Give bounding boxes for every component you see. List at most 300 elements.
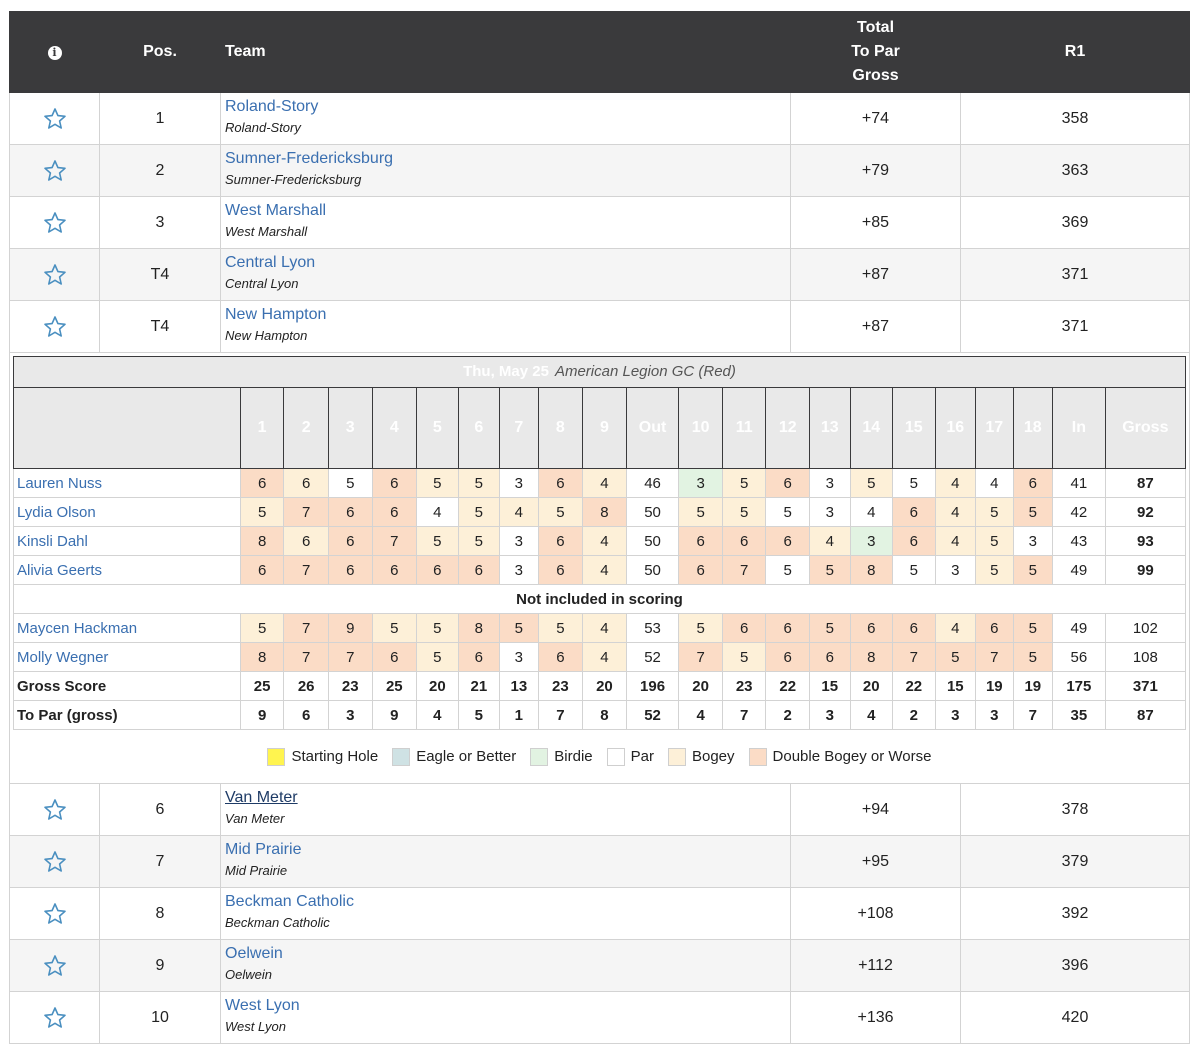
favorite-star-icon[interactable] <box>10 211 99 235</box>
to-par-row-value: 35 <box>1053 701 1106 730</box>
out-total: 46 <box>626 469 679 498</box>
hole-score: 5 <box>976 556 1013 585</box>
to-par-row-value: 9 <box>372 701 417 730</box>
hole-score: 5 <box>1013 614 1053 643</box>
hole-score: 5 <box>893 556 936 585</box>
to-par-row-value: 4 <box>679 701 723 730</box>
legend-swatch <box>392 748 410 766</box>
team-link[interactable]: Roland-Story <box>225 98 319 115</box>
total-to-par: +74 <box>791 93 961 145</box>
hole-header: 12 <box>766 388 810 469</box>
position: 10 <box>100 992 221 1044</box>
position: 7 <box>100 836 221 888</box>
to-par-row-value: 5 <box>458 701 500 730</box>
hole-score: 7 <box>976 643 1013 672</box>
legend-swatch <box>607 748 625 766</box>
scorecard-table <box>13 356 1186 730</box>
hole-score: 7 <box>284 614 329 643</box>
player-row <box>14 527 1186 556</box>
hole-score: 6 <box>893 614 936 643</box>
team-school: Sumner-Fredericksburg <box>225 172 362 187</box>
hole-score: 5 <box>850 469 893 498</box>
player-name-link[interactable]: Alivia Geerts <box>14 556 241 585</box>
in-total: 42 <box>1053 498 1106 527</box>
team-link[interactable]: Sumner-Fredericksburg <box>225 150 394 167</box>
hole-score: 6 <box>766 527 810 556</box>
hole-header: 10 <box>679 388 723 469</box>
expanded-scorecard-row <box>10 353 1190 784</box>
in-total: 43 <box>1053 527 1106 556</box>
hole-score: 3 <box>810 469 851 498</box>
round-1-score: 420 <box>961 992 1190 1044</box>
hole-score: 6 <box>766 614 810 643</box>
pos-header[interactable]: Pos. <box>100 12 221 93</box>
hole-header: 1 <box>240 388 284 469</box>
hole-score: 5 <box>240 498 284 527</box>
gross-score-row <box>14 672 1186 701</box>
favorite-cell <box>10 940 100 992</box>
legend-label: Par <box>630 748 654 765</box>
gross-score-row-value: 20 <box>583 672 627 701</box>
hole-score: 5 <box>1013 498 1053 527</box>
course-name: American Legion GC (Red) <box>554 363 736 380</box>
hole-score: 7 <box>372 527 417 556</box>
team-school: West Lyon <box>225 1019 286 1034</box>
scorecard-date-row <box>14 357 1186 388</box>
hole-score: 5 <box>538 614 583 643</box>
hole-score: 6 <box>722 614 766 643</box>
gross-score-row-value: 22 <box>766 672 810 701</box>
to-par-row-value: 7 <box>1013 701 1053 730</box>
team-row[interactable] <box>10 145 1190 197</box>
hole-score: 5 <box>417 527 459 556</box>
hole-score: 9 <box>328 614 372 643</box>
gross-score-row-value: 25 <box>240 672 284 701</box>
hole-score: 3 <box>850 527 893 556</box>
scorecard-body <box>14 469 1186 730</box>
team-link[interactable]: New Hampton <box>225 306 327 323</box>
hole-score: 4 <box>583 556 627 585</box>
favorite-cell <box>10 145 100 197</box>
in-total: 56 <box>1053 643 1106 672</box>
to-par-row <box>14 701 1186 730</box>
total-to-par: +136 <box>791 992 961 1044</box>
legend-item <box>607 748 654 766</box>
total-to-par: +108 <box>791 888 961 940</box>
hole-header: 3 <box>328 388 372 469</box>
hole-score: 6 <box>1013 469 1053 498</box>
team-row[interactable] <box>10 301 1190 353</box>
round-1-score: 392 <box>961 888 1190 940</box>
hole-score: 6 <box>679 527 723 556</box>
total-to-par: +94 <box>791 784 961 836</box>
hole-score: 4 <box>935 498 976 527</box>
team-school: Roland-Story <box>225 120 301 135</box>
not-included-label: Not included in scoring <box>14 585 1186 614</box>
hole-score: 6 <box>538 469 583 498</box>
hole-score: 5 <box>722 643 766 672</box>
hole-header: 5 <box>417 388 459 469</box>
team-cell <box>221 888 791 940</box>
position: 3 <box>100 197 221 249</box>
gross-score-row-value: 175 <box>1053 672 1106 701</box>
to-par-row-value: 52 <box>626 701 679 730</box>
total-to-par: +95 <box>791 836 961 888</box>
legend-item <box>267 748 378 766</box>
hole-score: 8 <box>458 614 500 643</box>
info-icon[interactable]: i <box>48 46 62 60</box>
team-link[interactable]: Beckman Catholic <box>225 893 354 910</box>
gross-score-row-value: 15 <box>810 672 851 701</box>
bottom-teams <box>10 784 1190 1044</box>
favorite-cell <box>10 301 100 353</box>
hole-score: 6 <box>679 556 723 585</box>
team-school: Oelwein <box>225 967 272 982</box>
hole-header: 2 <box>284 388 329 469</box>
total-to-par: +87 <box>791 301 961 353</box>
team-school: Van Meter <box>225 811 285 826</box>
hole-score: 6 <box>328 527 372 556</box>
team-row[interactable] <box>10 992 1190 1044</box>
gross-score-row-label: Gross Score <box>14 672 241 701</box>
favorite-star-icon[interactable] <box>10 315 99 339</box>
hole-header: 18 <box>1013 388 1053 469</box>
scorecard-container <box>10 353 1190 784</box>
favorite-cell <box>10 836 100 888</box>
hole-score: 4 <box>583 469 627 498</box>
legend-label: Starting Hole <box>291 748 379 765</box>
team-link[interactable]: Oelwein <box>225 945 283 962</box>
in-total: 49 <box>1053 556 1106 585</box>
legend-item <box>749 748 932 766</box>
to-par-row-value: 4 <box>417 701 459 730</box>
hole-score: 5 <box>500 614 538 643</box>
hole-score: 6 <box>766 469 810 498</box>
favorite-star-icon[interactable] <box>10 159 99 183</box>
hole-score: 6 <box>328 498 372 527</box>
total-to-par: +79 <box>791 145 961 197</box>
hole-header: 8 <box>538 388 583 469</box>
team-cell <box>221 940 791 992</box>
to-par-row-value: 6 <box>284 701 329 730</box>
legend-swatch <box>530 748 548 766</box>
total-to-par: +112 <box>791 940 961 992</box>
hole-score: 4 <box>850 498 893 527</box>
round-1-score: 363 <box>961 145 1190 197</box>
team-cell <box>221 784 791 836</box>
gross-score-row-value: 13 <box>500 672 538 701</box>
favorite-cell <box>10 784 100 836</box>
hole-score: 3 <box>1013 527 1053 556</box>
favorite-star-icon[interactable] <box>10 1006 99 1030</box>
player-name-link[interactable]: Maycen Hackman <box>14 614 241 643</box>
team-link[interactable]: West Marshall <box>225 202 327 219</box>
team-cell <box>221 145 791 197</box>
to-par-row-value: 3 <box>935 701 976 730</box>
hole-score: 4 <box>417 498 459 527</box>
team-header[interactable]: Team <box>221 12 791 93</box>
team-school: Central Lyon <box>225 276 299 291</box>
hole-score: 5 <box>458 469 500 498</box>
hole-score: 7 <box>284 556 329 585</box>
legend-item <box>668 748 735 766</box>
round-info <box>14 357 1186 388</box>
to-par-row-value: 9 <box>240 701 284 730</box>
gross-score-row-value: 23 <box>538 672 583 701</box>
team-school: New Hampton <box>225 328 308 343</box>
legend-label: Bogey <box>691 748 735 765</box>
out-total: 50 <box>626 556 679 585</box>
position: 8 <box>100 888 221 940</box>
info-header[interactable] <box>10 12 100 93</box>
gross-score-row-value: 15 <box>935 672 976 701</box>
hole-score: 5 <box>810 556 851 585</box>
hole-score: 5 <box>810 614 851 643</box>
favorite-cell <box>10 197 100 249</box>
round-1-score: 369 <box>961 197 1190 249</box>
team-link[interactable]: West Lyon <box>225 997 300 1014</box>
total-to-par-header[interactable] <box>791 12 961 93</box>
hole-score: 4 <box>935 469 976 498</box>
hole-header: 17 <box>976 388 1013 469</box>
hole-score: 5 <box>935 643 976 672</box>
team-row[interactable] <box>10 940 1190 992</box>
hole-score: 4 <box>935 527 976 556</box>
total-to-par: +87 <box>791 249 961 301</box>
hole-header: In <box>1053 388 1106 469</box>
hole-score: 6 <box>850 614 893 643</box>
hole-header: 16 <box>935 388 976 469</box>
hole-score: 8 <box>240 527 284 556</box>
hole-header-row <box>14 388 1186 469</box>
legend-swatch <box>267 748 285 766</box>
hole-score: 7 <box>893 643 936 672</box>
favorite-star-icon[interactable] <box>10 263 99 287</box>
total-to-par: +85 <box>791 197 961 249</box>
round-1-score: 358 <box>961 93 1190 145</box>
favorite-cell <box>10 992 100 1044</box>
team-row[interactable] <box>10 249 1190 301</box>
hole-score: 6 <box>284 469 329 498</box>
hole-score: 4 <box>500 498 538 527</box>
gross-score-row-value: 371 <box>1105 672 1185 701</box>
team-cell <box>221 992 791 1044</box>
round-1-score: 396 <box>961 940 1190 992</box>
gross-score-row-value: 20 <box>679 672 723 701</box>
hole-score: 3 <box>500 469 538 498</box>
player-row <box>14 469 1186 498</box>
gross-score-row-value: 23 <box>328 672 372 701</box>
out-total: 50 <box>626 527 679 556</box>
position: 1 <box>100 93 221 145</box>
favorite-star-icon[interactable] <box>10 107 99 131</box>
player-name-link[interactable]: Molly Wegner <box>14 643 241 672</box>
hole-score: 5 <box>722 469 766 498</box>
position: 6 <box>100 784 221 836</box>
to-par-row-value: 3 <box>976 701 1013 730</box>
gross-score-row-value: 196 <box>626 672 679 701</box>
player-col-header <box>14 388 241 469</box>
gross-score-row-value: 19 <box>976 672 1013 701</box>
favorite-star-icon[interactable] <box>10 954 99 978</box>
hole-score: 3 <box>500 556 538 585</box>
hole-score: 5 <box>538 498 583 527</box>
player-row <box>14 614 1186 643</box>
hole-score: 5 <box>722 498 766 527</box>
gross-total: 87 <box>1105 469 1185 498</box>
to-par-row-label: To Par (gross) <box>14 701 241 730</box>
gross-total: 92 <box>1105 498 1185 527</box>
hole-score: 5 <box>328 469 372 498</box>
position: T4 <box>100 249 221 301</box>
hole-score: 6 <box>372 498 417 527</box>
gross-score-row-value: 20 <box>850 672 893 701</box>
in-total: 49 <box>1053 614 1106 643</box>
to-par-row-value: 8 <box>583 701 627 730</box>
hole-score: 4 <box>935 614 976 643</box>
favorite-cell <box>10 249 100 301</box>
hole-score: 5 <box>766 556 810 585</box>
gross-score-row-value: 20 <box>417 672 459 701</box>
hole-score: 4 <box>583 614 627 643</box>
player-name-link[interactable]: Kinsli Dahl <box>14 527 241 556</box>
hole-score: 3 <box>935 556 976 585</box>
favorite-cell <box>10 888 100 940</box>
to-par-row-value: 87 <box>1105 701 1185 730</box>
round-1-score: 371 <box>961 301 1190 353</box>
hole-score: 7 <box>284 643 329 672</box>
hole-score: 5 <box>679 498 723 527</box>
legend-swatch <box>749 748 767 766</box>
team-row[interactable] <box>10 197 1190 249</box>
gross-total: 108 <box>1105 643 1185 672</box>
round-1-score: 379 <box>961 836 1190 888</box>
to-par-row-value: 4 <box>850 701 893 730</box>
gross-score-row-value: 25 <box>372 672 417 701</box>
hole-score: 5 <box>1013 556 1053 585</box>
player-name-link[interactable]: Lauren Nuss <box>14 469 241 498</box>
team-link[interactable]: Mid Prairie <box>225 841 302 858</box>
team-cell <box>221 249 791 301</box>
hole-score: 3 <box>500 643 538 672</box>
gross-score-row-value: 23 <box>722 672 766 701</box>
favorite-star-icon[interactable] <box>10 902 99 926</box>
team-link[interactable]: Van Meter <box>225 789 298 806</box>
gross-total: 102 <box>1105 614 1185 643</box>
legend-label: Eagle or Better <box>416 748 517 765</box>
out-total: 53 <box>626 614 679 643</box>
legend-label: Double Bogey or Worse <box>772 748 932 765</box>
hole-score: 4 <box>583 643 627 672</box>
total-header-line1: Total <box>856 19 895 36</box>
hole-score: 7 <box>722 556 766 585</box>
hole-score: 6 <box>976 614 1013 643</box>
team-link[interactable]: Central Lyon <box>225 254 316 271</box>
hole-header: 7 <box>500 388 538 469</box>
hole-score: 3 <box>810 498 851 527</box>
leaderboard-header <box>10 12 1190 93</box>
leaderboard-table <box>9 11 1190 1044</box>
hole-score: 6 <box>538 643 583 672</box>
to-par-row-value: 2 <box>893 701 936 730</box>
hole-header: 11 <box>722 388 766 469</box>
not-included-row <box>14 585 1186 614</box>
hole-score: 5 <box>679 614 723 643</box>
hole-score: 6 <box>328 556 372 585</box>
favorite-star-icon[interactable] <box>10 798 99 822</box>
hole-score: 5 <box>417 643 459 672</box>
team-row[interactable] <box>10 888 1190 940</box>
hole-score: 3 <box>500 527 538 556</box>
total-header-line2: To Par <box>851 43 900 60</box>
player-row <box>14 643 1186 672</box>
hole-score: 5 <box>766 498 810 527</box>
hole-score: 5 <box>458 527 500 556</box>
hole-score: 6 <box>538 527 583 556</box>
gross-score-row-value: 22 <box>893 672 936 701</box>
hole-score: 6 <box>766 643 810 672</box>
hole-score: 5 <box>417 469 459 498</box>
team-cell <box>221 93 791 145</box>
out-total: 52 <box>626 643 679 672</box>
gross-score-row-value: 21 <box>458 672 500 701</box>
hole-score: 6 <box>372 643 417 672</box>
player-row <box>14 556 1186 585</box>
to-par-row-value: 7 <box>538 701 583 730</box>
hole-score: 6 <box>417 556 459 585</box>
team-school: West Marshall <box>225 224 308 239</box>
legend-swatch <box>668 748 686 766</box>
hole-score: 4 <box>583 527 627 556</box>
team-cell <box>221 301 791 353</box>
hole-score: 5 <box>1013 643 1053 672</box>
round-1-score: 371 <box>961 249 1190 301</box>
hole-score: 6 <box>240 469 284 498</box>
position: 2 <box>100 145 221 197</box>
hole-score: 5 <box>976 527 1013 556</box>
hole-score: 8 <box>850 643 893 672</box>
gross-total: 93 <box>1105 527 1185 556</box>
position: 9 <box>100 940 221 992</box>
team-school: Beckman Catholic <box>225 915 330 930</box>
hole-header: 13 <box>810 388 851 469</box>
team-cell <box>221 197 791 249</box>
hole-score: 5 <box>372 614 417 643</box>
hole-score: 6 <box>372 556 417 585</box>
hole-header: 15 <box>893 388 936 469</box>
player-row <box>14 498 1186 527</box>
hole-score: 6 <box>284 527 329 556</box>
team-row[interactable] <box>10 93 1190 145</box>
hole-header: 9 <box>583 388 627 469</box>
gross-score-row-value: 26 <box>284 672 329 701</box>
r1-header[interactable]: R1 <box>961 12 1190 93</box>
player-name-link[interactable]: Lydia Olson <box>14 498 241 527</box>
favorite-star-icon[interactable] <box>10 850 99 874</box>
hole-header: Out <box>626 388 679 469</box>
team-cell <box>221 836 791 888</box>
in-total: 41 <box>1053 469 1106 498</box>
hole-score: 5 <box>458 498 500 527</box>
team-row[interactable] <box>10 836 1190 888</box>
hole-score: 6 <box>458 556 500 585</box>
round-date: Thu, May 25 <box>463 363 549 380</box>
team-row[interactable] <box>10 784 1190 836</box>
team-school: Mid Prairie <box>225 863 288 878</box>
position: T4 <box>100 301 221 353</box>
hole-header: 4 <box>372 388 417 469</box>
hole-score: 4 <box>976 469 1013 498</box>
